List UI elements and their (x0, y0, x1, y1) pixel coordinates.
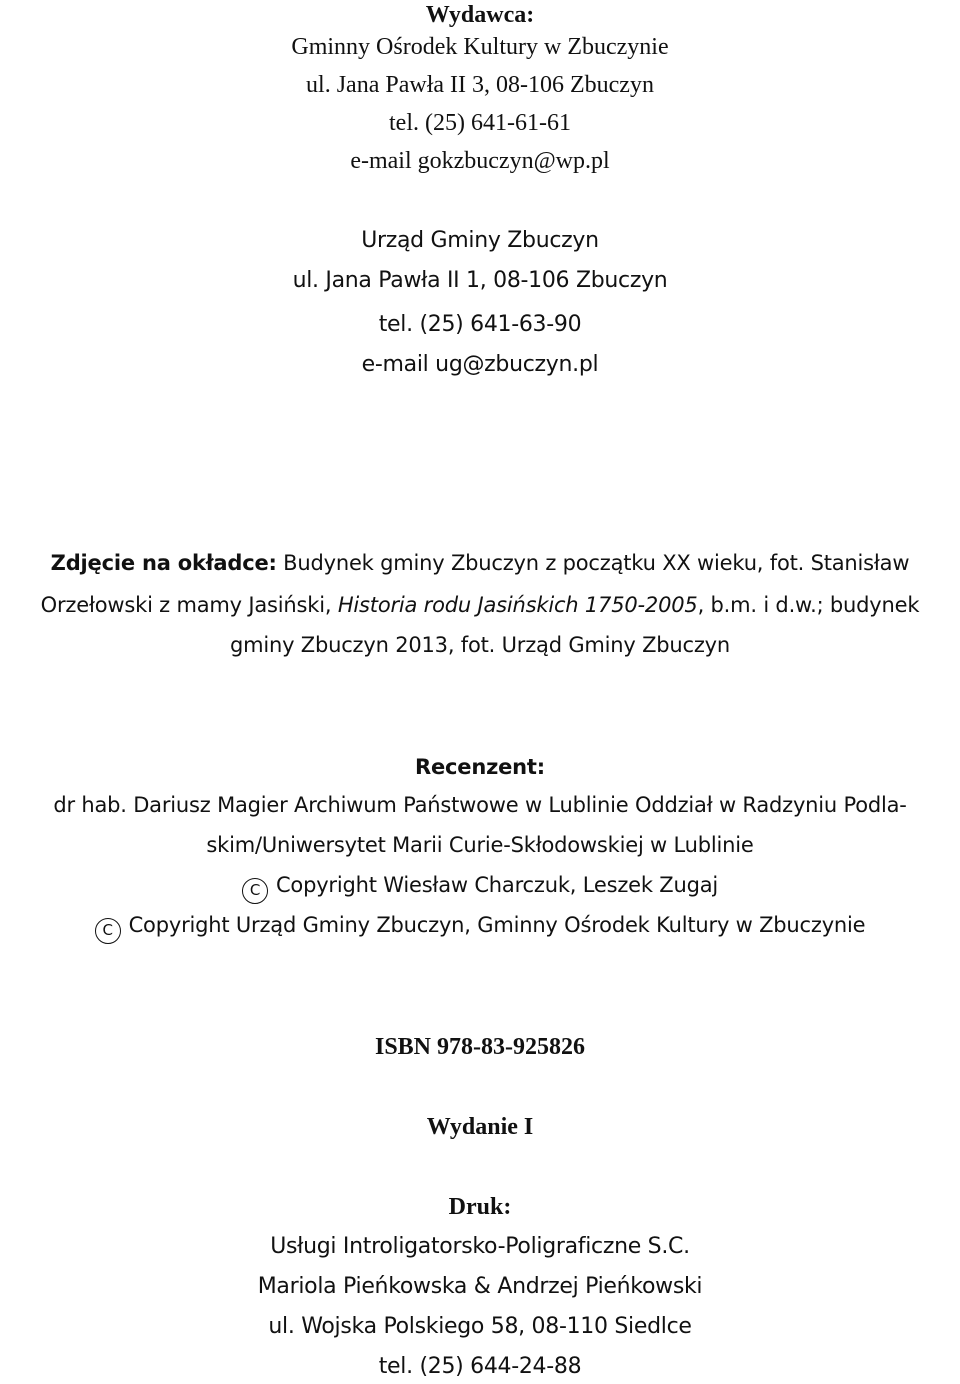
copyright-line2 (0, 910, 960, 944)
cover-credit-text: Budynek gminy Zbuczyn z początku XX wieku, fot. Stanisław (283, 551, 910, 575)
publisher-org1-phone: tel. (25) 641-61-61 (389, 110, 571, 136)
publisher-org1-email: e-mail gokzbuczyn@wp.pl (350, 148, 610, 174)
cover-credit-line2-post: , b.m. i d.w.; budynek (697, 593, 920, 617)
cover-credit-line3: gminy Zbuczyn 2013, fot. Urząd Gminy Zbuczyn (229, 633, 731, 657)
printing-company: Usługi Introligatorsko-Poligraficzne S.C. (270, 1234, 690, 1259)
cover-credit-line1 (0, 548, 960, 578)
isbn: ISBN 978-83-925826 (374, 1034, 585, 1060)
publisher-org1-address: ul. Jana Pawła II 3, 08-106 Zbuczyn (306, 72, 654, 98)
cover-credit-line2-pre: Orzełowski z mamy Jasiński, (40, 593, 332, 617)
cover-credit-line2 (0, 590, 960, 620)
edition: Wydanie I (426, 1114, 534, 1140)
publisher-org2-address: ul. Jana Pawła II 1, 08-106 Zbuczyn (292, 268, 668, 293)
reviewer-line2: skim/Uniwersytet Marii Curie-Skłodowskiej w Lublinie (206, 833, 754, 857)
printing-address: ul. Wojska Polskiego 58, 08-110 Siedlce (268, 1314, 692, 1339)
publisher-org2-email: e-mail ug@zbuczyn.pl (361, 352, 599, 377)
reviewer-line1: dr hab. Dariusz Magier Archiwum Państwowe w Lublinie Oddział w Radzyniu Podla- (53, 793, 907, 817)
publisher-org1-name: Gminny Ośrodek Kultury w Zbuczynie (291, 34, 669, 60)
copyright-icon: C (242, 878, 268, 904)
printing-owners: Mariola Pieńkowska & Andrzej Pieńkowski (257, 1274, 703, 1299)
copyright-icon: C (95, 918, 121, 944)
publisher-org2-phone: tel. (25) 641-63-90 (378, 312, 582, 337)
publisher-heading: Wydawca: (425, 2, 535, 28)
cover-credit-label: Zdjęcie na okładce: (50, 551, 277, 575)
printing-phone: tel. (25) 644-24-88 (378, 1354, 582, 1379)
reviewer-heading: Recenzent: (415, 755, 545, 779)
copyright-line1-text: Copyright Wiesław Charczuk, Leszek Zugaj (275, 873, 719, 897)
printing-heading: Druk: (448, 1194, 512, 1220)
publisher-org2-name: Urząd Gminy Zbuczyn (361, 228, 599, 253)
copyright-line2-text: Copyright Urząd Gminy Zbuczyn, Gminny Ośrodek Kultury w Zbuczynie (128, 913, 866, 937)
copyright-line1 (0, 870, 960, 904)
cover-credit-book-title: Historia rodu Jasińskich 1750-2005 (337, 593, 698, 617)
